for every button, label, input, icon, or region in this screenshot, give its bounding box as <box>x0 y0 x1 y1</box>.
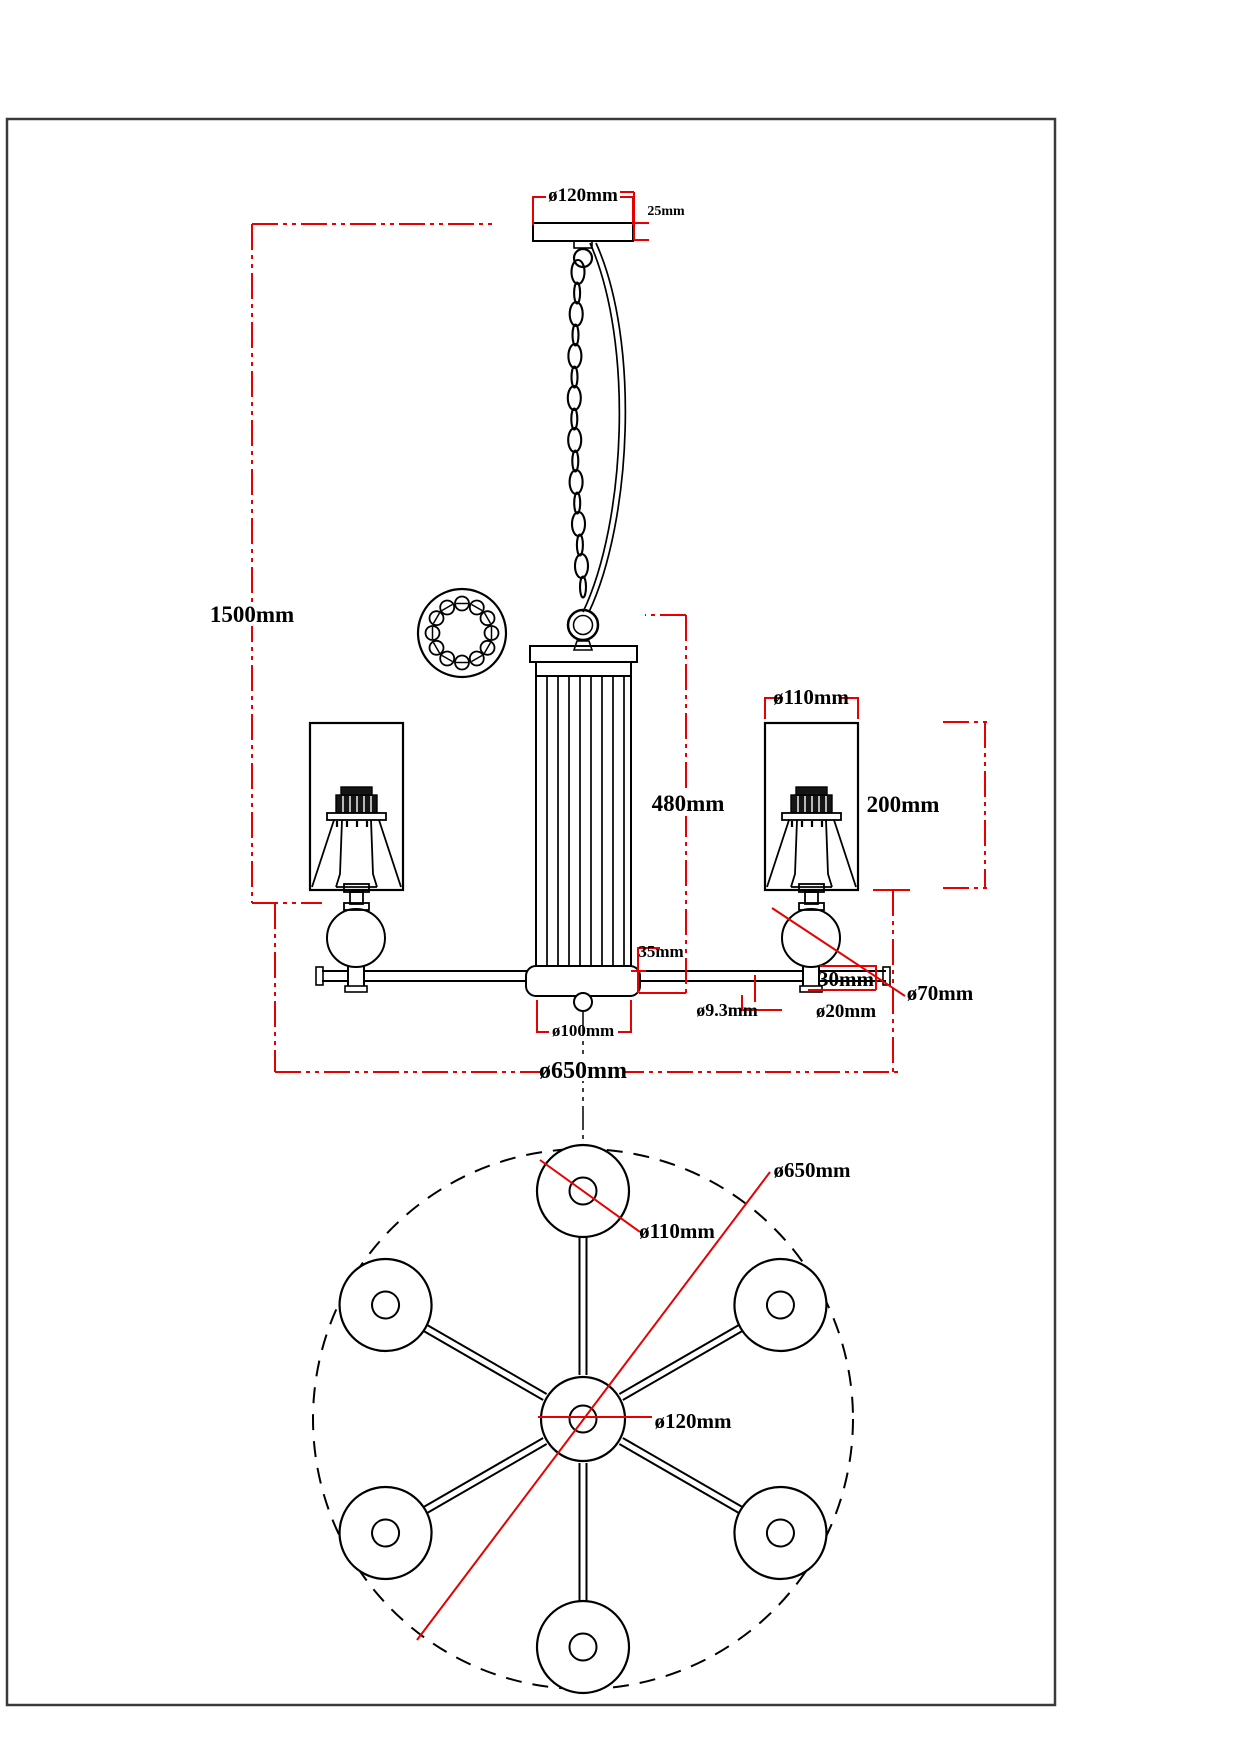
plan-arm-top <box>537 1145 629 1375</box>
dim-label-body-height: 480mm <box>651 791 725 816</box>
front-view <box>310 223 890 1011</box>
dim-label-ball-diameter: ø70mm <box>906 981 974 1005</box>
central-column <box>530 646 637 966</box>
dim-label-shade-height: 200mm <box>866 792 940 817</box>
dim-shade-height-lines <box>943 722 988 888</box>
column-flutes <box>547 676 624 966</box>
left-shade <box>310 723 403 890</box>
sheet-frame <box>7 119 1055 1705</box>
plan-arm-upper-left <box>323 1242 568 1437</box>
left-shade-gallery <box>312 820 401 887</box>
dim-label-arm-tube-diameter: ø9.3mm <box>696 1000 758 1020</box>
lamp-necks <box>344 884 824 910</box>
dim-label-plan-shade-diameter: ø110mm <box>639 1219 715 1243</box>
dim-label-shade-diameter: ø110mm <box>773 685 849 709</box>
plan-arm-lower-left <box>323 1401 568 1596</box>
plan-arm-bottom <box>537 1463 629 1693</box>
plan-view <box>313 1012 853 1693</box>
right-ball <box>782 909 840 967</box>
dim-label-overall-diameter: ø650mm <box>539 1058 627 1084</box>
right-socket <box>782 787 841 827</box>
dim-label-column-diameter: ø100mm <box>551 1021 615 1040</box>
ceiling-canopy <box>533 223 633 267</box>
hook-ring <box>568 610 598 650</box>
dim-label-arm-drop: 35mm <box>638 942 684 961</box>
plan-arm-upper-right <box>598 1242 843 1437</box>
chain-ring-detail <box>418 589 506 677</box>
left-socket <box>327 787 386 827</box>
right-shade-gallery <box>767 820 856 887</box>
dim-label-canopy-diameter: ø120mm <box>548 185 618 206</box>
suspension-chain <box>568 260 588 598</box>
dim-label-plan-hub-diameter: ø120mm <box>654 1409 732 1433</box>
dim-label-suspension-length: 1500mm <box>209 602 295 627</box>
power-cord <box>583 243 625 612</box>
dim-label-stem-height: 30mm <box>818 967 874 991</box>
dim-canopy-height-lines <box>620 192 649 240</box>
geometry <box>310 223 890 1693</box>
right-shade <box>765 723 858 890</box>
dim-label-stem-diameter: ø20mm <box>815 1001 877 1022</box>
column-bottom-cap <box>526 966 640 1011</box>
dim-label-plan-overall-diameter: ø650mm <box>773 1158 851 1182</box>
plan-overall-diameter-leader <box>417 1172 770 1640</box>
chain-link-circles <box>426 597 499 670</box>
dim-label-canopy-height: 25mm <box>647 204 685 219</box>
left-ball <box>327 909 385 967</box>
